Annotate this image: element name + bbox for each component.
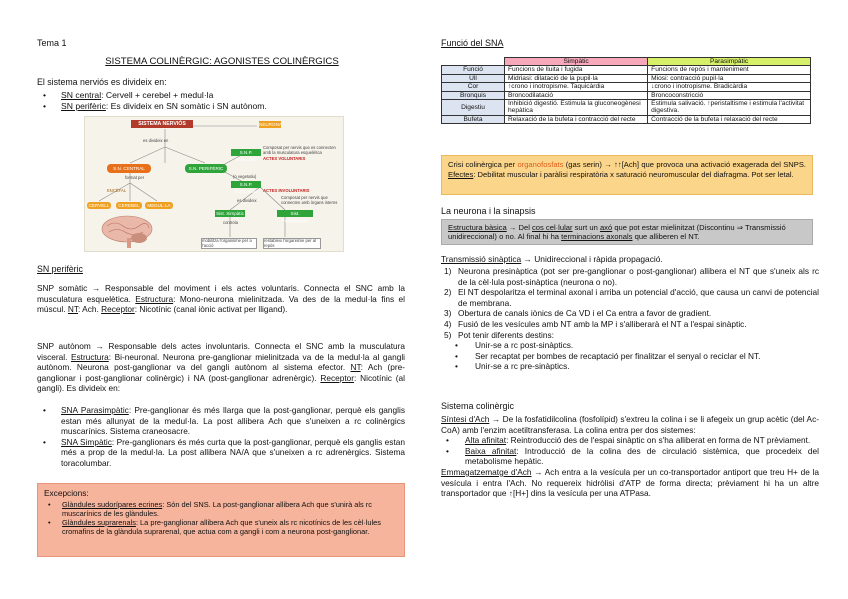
step-item <box>441 319 819 330</box>
excepcions-heading: Excepcions: <box>44 488 89 498</box>
step-item <box>441 287 819 308</box>
term-axo: axó <box>599 223 613 232</box>
table-row <box>442 74 811 82</box>
row-label: Ull <box>442 74 505 82</box>
transmissio-steps <box>441 266 819 372</box>
list-item <box>37 405 405 437</box>
cell-parasimpatic: Estimula salivació. ↑peristaltisme i estimula l'activitat digestiva. <box>648 100 811 116</box>
item-label: SNA Simpàtic <box>61 436 112 447</box>
divisions-list <box>37 90 397 112</box>
item-text: : Introducció de la colina des de circulació sistèmica, que procedeix del metabolisme hepàtic. <box>465 445 819 467</box>
transmissio-heading <box>441 254 663 264</box>
node-cerebel: CEREBEL <box>116 202 142 209</box>
cell-parasimpatic: Contracció de la bufeta i relaxació del recte <box>648 115 811 123</box>
step-text: Obertura de canals iònics de Ca VD i el Ca entra a favor de gradient. <box>458 308 712 319</box>
row-label: Bronquis <box>442 91 505 99</box>
brain-illustration <box>97 214 157 248</box>
item-label: SN central <box>61 90 102 100</box>
row-label: Bufeta <box>442 115 505 123</box>
item-text: : Reintroducció des de l'espai sinàptic on s'ha alliberat en forma de NT prèviament. <box>506 435 811 446</box>
list-item <box>37 437 405 469</box>
cell-parasimpatic: Broncoconstricció <box>648 91 811 99</box>
label-actes-involuntaris: ACTES INVOLUNTARIS <box>263 188 310 193</box>
label-efectes: Efectes <box>448 169 474 179</box>
table-header-row <box>442 58 811 66</box>
table-row <box>442 115 811 123</box>
cell-parasimpatic: Funcions de repòs i manteniment <box>648 66 811 74</box>
node-parasimpatic: Sist. Parasimpàtic <box>277 210 313 217</box>
list-item <box>44 518 398 536</box>
text: surt un <box>572 223 600 232</box>
text: SNP autònom → Responsable dels actes involuntaris. Connecta el SNC amb la musculatura visceral. <box>37 341 405 362</box>
note-parasimpatic: restableix l'organisme per al repòs <box>263 238 321 249</box>
label-encefal: ENCÈFAL <box>107 188 127 193</box>
node-snp-autonom: S.N.P. AUTÒNOM <box>231 181 261 188</box>
item-text: : Són del SNS. La post-ganglionar allibera Ach que s'unirà als rc muscarínics de les glàndules. <box>62 500 372 518</box>
step-text: El NT despolaritza el terminal axonal i arriba un potencial d'acció, que causa un canvi de potencial de membrana. <box>458 287 819 308</box>
label: Estructura <box>70 351 109 362</box>
item-label: Glàndules sudorípares ecrines <box>62 500 163 509</box>
node-medulla: MEDUL·LA <box>145 202 173 209</box>
colinergic-content <box>441 414 819 499</box>
step-text: Neurona presinàptica (pot ser pre-ganglionar o post-ganglionar) allibera el NT que s'uneix als rc de la cèl·lula post-sinàptica (neurona o no). <box>458 266 819 287</box>
item-label: Alta afinitat <box>465 435 507 446</box>
item-text: : La pre-ganglionar allibera Ach que s'uneix als rc nicotínics de les cèl·lules cromafins de la glàndula suprarenal, que actua com a gangli i com a neurona post-ganglionar. <box>62 518 381 536</box>
item-label: SNA Parasimpàtic <box>61 405 129 415</box>
table-row <box>442 83 811 91</box>
label-vegetatiu: (o vegetatiu) <box>233 174 257 179</box>
step-number: 5) <box>444 329 452 340</box>
destination-item: • Ser recaptat per bombes de recaptació per finalitzar el senyal o reciclar el NT. <box>441 351 819 362</box>
paragraph-somatic <box>37 283 405 315</box>
section-heading-colinergic: Sistema colinèrgic <box>441 401 515 411</box>
highlight-organofosfats: organofosfats <box>517 160 564 169</box>
page-label: Tema 1 <box>37 38 67 48</box>
cell-simpatic: Relaxació de la bufeta i contracció del recte <box>505 115 648 123</box>
label-es-divideix-2: es divideix <box>237 198 257 203</box>
section-heading-funcio: Funció del SNA <box>441 38 504 48</box>
cell-simpatic: Broncodilatació <box>505 91 648 99</box>
list-item <box>37 90 397 101</box>
cell-parasimpatic: ↓crono i inotropisme. Bradicàrdia <box>648 83 811 91</box>
crisi-text <box>448 160 806 180</box>
label: Estructura <box>135 293 174 304</box>
autonom-subdivisions <box>37 405 405 469</box>
node-simpatic: Sist. Simpàtic <box>216 211 244 216</box>
crisi-colinergica-box <box>441 155 813 195</box>
node-cervell: CERVELL <box>88 203 110 208</box>
label: NT <box>67 304 79 315</box>
text: : Nicotínic (canal iònic activat per lligand). <box>134 304 288 315</box>
text: que alliberen el NT. <box>632 232 700 242</box>
item-label: Glàndules suprarenals <box>62 518 136 527</box>
text: (gas serin) → ↑↑[Ach] que provoca una activació exagerada del SNPS. <box>563 160 806 169</box>
step-number: 1) <box>444 266 452 276</box>
text: → De la fosfatidilcolina (fosfolípid) s'extreu la colina i se li afegeix un grup acètic (del Ac-CoA) amb l'enzim acetiltransferasa. La colina entra per dos sistemes: <box>441 414 819 435</box>
header-parasimpatic: Parasimpàtic <box>648 58 811 66</box>
table-row <box>442 91 811 99</box>
node-snp-somatic: S.N.P. SOMÀTIC <box>231 149 261 156</box>
text: SNP somàtic → Responsable del moviment i els actes voluntaris. Connecta el SNC amb la musculatura esquelètica. <box>37 283 405 304</box>
label-es-divideix: es divideix en <box>143 138 169 143</box>
sintesi-paragraph <box>441 414 819 435</box>
label: Síntesi d'Ach <box>441 414 490 424</box>
item-text: : Cervell + cerebel + medul·la <box>101 90 214 100</box>
item-text: : Es divideix en SN somàtic i SN autònom. <box>105 100 267 111</box>
destination-item: • Unir-se a rc post-sinàptics. <box>441 340 819 351</box>
step-number: 2) <box>444 287 452 298</box>
node-root: SISTEMA NERVIÓS <box>131 120 193 128</box>
label: Receptor <box>101 304 135 315</box>
table-row <box>442 100 811 116</box>
list-item <box>441 435 819 446</box>
excepcions-box <box>37 483 405 557</box>
sna-function-table <box>441 57 811 124</box>
label-actes-voluntaris: ACTES VOLUNTARIS <box>263 156 306 161</box>
node-sn-central: S.N. CENTRAL <box>107 164 151 173</box>
text: Crisi colinèrgica per <box>448 160 518 169</box>
list-item <box>37 101 397 112</box>
cell-simpatic: Funcions de lluita i fugida <box>505 66 648 74</box>
text: : Bi-neuronal. Neurona pre-ganglionar mielinitzada va de la medul·la al gangli autònom. Neurona post-ganglionar va del gangli autònom al sistema efector. <box>37 351 405 373</box>
note-voluntaris: Composat per nervis que es connecten amb la musculatura esquelètica <box>263 145 336 155</box>
cell-parasimpatic: Miosi: contracció pupil·la <box>648 74 811 82</box>
note-involuntaris: Composat per nervis que connecten amb òrgans interns <box>281 195 338 205</box>
label: Estructura bàsica <box>448 223 507 232</box>
row-label: Digestiu <box>442 100 505 116</box>
step-number: 3) <box>444 308 452 319</box>
item-label: Baixa afinitat <box>465 445 517 456</box>
paragraph-autonom <box>37 341 405 394</box>
step-text: Fusió de les vesícules amb NT amb la MP i s'alliberarà el NT a l'espai sinàptic. <box>458 318 747 329</box>
term-terminacions: terminacions axonals <box>561 232 633 242</box>
step-item <box>441 266 819 287</box>
row-label: Cor <box>442 83 505 91</box>
list-item <box>44 500 398 518</box>
item-label: SN perifèric <box>61 100 106 111</box>
node-sn-periferic: S.N. PERIFÈRIC <box>185 164 227 173</box>
label: NT <box>350 362 361 373</box>
text: : Nicotínic (al gangli). Es divideix en: <box>37 372 406 394</box>
nervous-system-diagram <box>84 116 344 252</box>
cell-simpatic: ↑crono i inotropisme. Taquicàrdia <box>505 83 648 91</box>
text: : Ach (pre-ganglionar i post-ganglionar colinèrgic) i NA (post-ganglionar adrenèrgic). <box>37 362 405 383</box>
node-neurona: NEURONA <box>259 122 282 127</box>
text: que pot estar mielinitzat (Discontinu ⇒ Transmissió unidireccional) o no. Al final hi ha <box>448 223 786 242</box>
page-title: SISTEMA COLINÈRGIC: AGONISTES COLINÈRGICS <box>105 56 339 67</box>
term-cos: cos cel·lular <box>532 223 573 232</box>
list-item <box>441 446 819 467</box>
cell-simpatic: Inhibició digestió. Estimula la gluconeogènesi hepàtica <box>505 100 648 116</box>
estructura-text <box>448 223 808 242</box>
label: Receptor <box>320 372 355 383</box>
item-text: : Pre-ganglionars és més curta que la post-ganglionar, perquè els ganglis estan més a prop de la medul·la. La post allibera NA/A que s'uneixen a rc adrenèrgics. Sistema toracolumbar. <box>61 436 405 468</box>
section-heading-neurona: La neurona i la sinapsis <box>441 206 536 216</box>
text: → Unidireccional i ràpida propagació. <box>521 254 663 264</box>
text: : Mono-neurona mielinitzada. Va des de la medul·la fins el múscul. <box>37 293 405 315</box>
item-text: : Pre-ganglionar és més llarga que la post-ganglionar, perquè els ganglis estan més allunyat de la medul·la. La post allibera Ach que s'uneixen a rc colinèrgics muscarínics. Sistema craneosacre. <box>61 405 405 437</box>
destination-item: • Unir-se a rc pre-sinàptics. <box>441 361 819 372</box>
label-format: format per <box>125 175 145 180</box>
text: → Del <box>506 223 532 232</box>
step-item <box>441 330 819 341</box>
text: → Ach entra a la vesícula per un co-transportador antiport que treu H+ de la vesícula i entra l'Ach. No requereix hidròlisi d'ATP de forma directa; prèviament hi ha un altre transportador que ↑[H+] dins la vesícula per una ATPasa. <box>441 466 819 499</box>
cell-simpatic: Midriasi: dilatació de la pupil·la <box>505 74 648 82</box>
section-heading-snp: SN perifèric <box>37 264 83 274</box>
estructura-basica-box <box>441 219 813 245</box>
header-simpatic: Simpàtic <box>505 58 648 66</box>
step-item <box>441 308 819 319</box>
table-corner <box>442 58 505 66</box>
table-row <box>442 66 811 74</box>
row-label: Funció <box>442 66 505 74</box>
label-controla: controla <box>223 220 238 225</box>
step-text: Pot tenir diferents destins: <box>458 329 554 340</box>
emmagatzematge-paragraph <box>441 467 819 499</box>
text: : Debilitat muscular i paràlisi respiratòria x saturació neuromuscular del diafragma. Pot ser letal. <box>473 169 794 179</box>
label: Emmagatzematge d'Ach <box>441 466 532 477</box>
intro-text: El sistema nerviós es divideix en: <box>37 77 167 87</box>
note-simpatic: mobilitza l'organisme per a l'acció <box>201 238 257 249</box>
label: Transmissió sinàptica <box>441 254 522 264</box>
text: : Ach. <box>78 304 102 315</box>
step-number: 4) <box>444 318 452 329</box>
